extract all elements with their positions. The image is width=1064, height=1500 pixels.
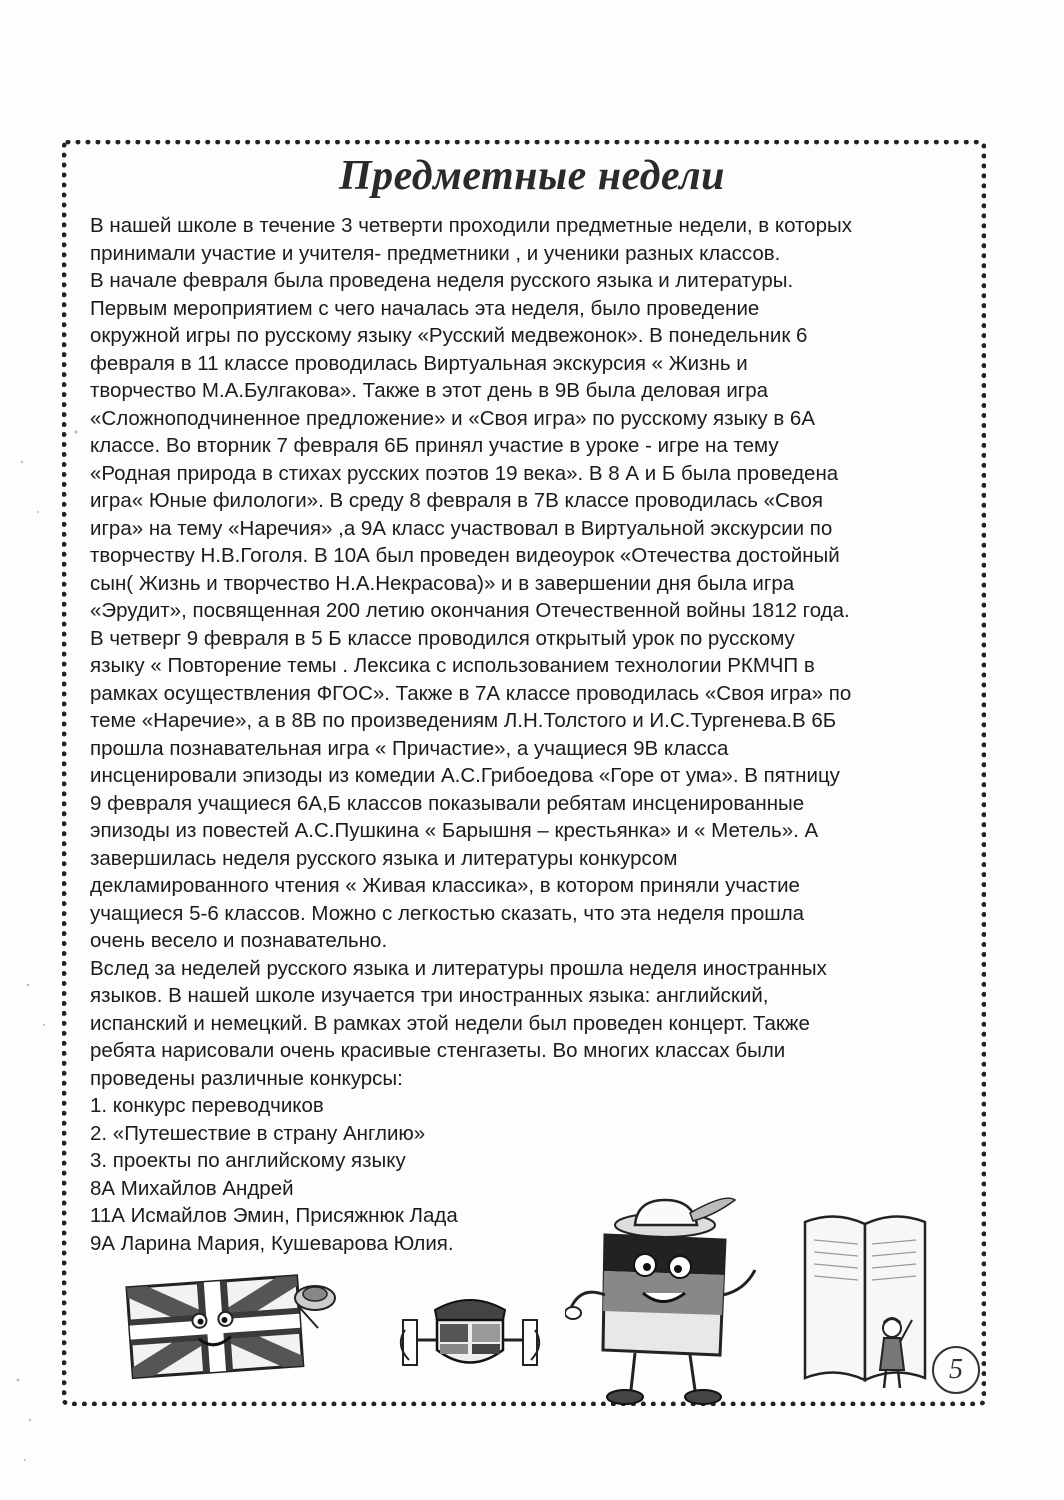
text-line: 9 февраля учащиеся 6А,Б классов показывали ребятам инсценированные	[90, 791, 805, 815]
text-line: 2. «Путешествие в страну Англию»	[90, 1121, 426, 1145]
text-line: В нашей школе в течение 3 четверти проходили предметные недели, в которых	[90, 214, 852, 237]
text-line: прошла познавательная игра « Причастие», а учащиеся 9В класса	[90, 736, 729, 760]
text-line: учащиеся 5-6 классов. Можно с легкостью сказать, что эта неделя прошла	[90, 901, 805, 925]
text-line: творчество М.А.Булгакова». Также в этот день в 9В была деловая игра	[90, 379, 769, 402]
text-line: декламированного чтения « Живая классика», в котором приняли участие	[90, 874, 800, 897]
text-line: испанский и немецкий. В рамках этой недели был проведен концерт. Также	[90, 1011, 810, 1035]
text-line: В начале февраля была проведена неделя русского языка и литературы.	[90, 269, 794, 292]
text-line: языку « Повторение темы . Лексика с использованием технологии РКМЧП в	[90, 654, 815, 677]
text-line: принимали участие и учителя- предметники , и ученики разных классов.	[90, 241, 781, 265]
text-line: 3. проекты по английскому языку	[90, 1149, 406, 1172]
text-line: теме «Наречие», а в 8В по произведениям Л.Н.Толстого и И.С.Тургенева.В 6Б	[90, 709, 837, 732]
text-line: «Эрудит», посвященная 200 летию окончания Отечественной войны 1812 года.	[90, 599, 850, 622]
text-line: 9А Ларина Мария, Кушеварова Юлия.	[90, 1231, 454, 1255]
text-line: творчеству Н.В.Гоголя. В 10А был проведен видеоурок «Отечества достойный	[90, 544, 840, 567]
text-line: языков. В нашей школе изучается три иностранных языка: английский,	[90, 984, 769, 1007]
text-line: «Родная природа в стихах русских поэтов 19 века». В 8 А и Б была проведена	[90, 461, 839, 485]
text-line: завершилась неделя русского языка и литературы конкурсом	[90, 846, 678, 870]
text-line: проведены различные конкурсы:	[90, 1066, 403, 1090]
text-line: 11А Исмайлов Эмин, Присяжнюк Лада	[90, 1204, 458, 1227]
page-number: 5	[932, 1346, 980, 1394]
text-line: эпизоды из повестей А.С.Пушкина « Барышня – крестьянка» и « Метель». А	[90, 819, 819, 842]
text-line: игра« Юные филологи». В среду 8 февраля в 7В классе проводилась «Своя	[90, 489, 823, 512]
text-line: 1. конкурс переводчиков	[90, 1094, 324, 1117]
text-line: инсценировали эпизоды из комедии А.С.Грибоедова «Горе от ума». В пятницу	[90, 764, 840, 787]
text-line: февраля в 11 классе проводилась Виртуальная экскурсия « Жизнь и	[90, 351, 748, 375]
text-line: 8А Михайлов Андрей	[90, 1176, 294, 1200]
text-line: игра» на тему «Наречия» ,а 9А класс участвовал в Виртуальной экскурсии по	[90, 516, 833, 540]
text-line: Вслед за неделей русского языка и литературы прошла неделя иностранных	[90, 956, 827, 980]
text-line: классе. Во вторник 7 февраля 6Б принял участие в уроке - игре на тему	[90, 434, 779, 457]
text-line: ребята нарисовали очень красивые стенгазеты. Во многих классах были	[90, 1039, 786, 1062]
text-line: рамках осуществления ФГОС». Также в 7А классе проводилась «Своя игра» по	[90, 681, 852, 705]
text-line: «Сложноподчиненное предложение» и «Своя игра» по русскому языку в 6А	[90, 406, 816, 430]
text-line: В четверг 9 февраля в 5 Б классе проводился открытый урок по русскому	[90, 626, 795, 650]
text-line: Первым мероприятием с чего началась эта неделя, было проведение	[90, 296, 760, 320]
text-line: очень весело и познавательно.	[90, 929, 388, 952]
text-line: сын( Жизнь и творчество Н.А.Некрасова)» и в завершении дня была игра	[90, 571, 795, 595]
page-title: Предметные недели	[339, 153, 725, 199]
text-line: окружной игры по русскому языку «Русский медвежонок». В понедельник 6	[90, 324, 808, 347]
